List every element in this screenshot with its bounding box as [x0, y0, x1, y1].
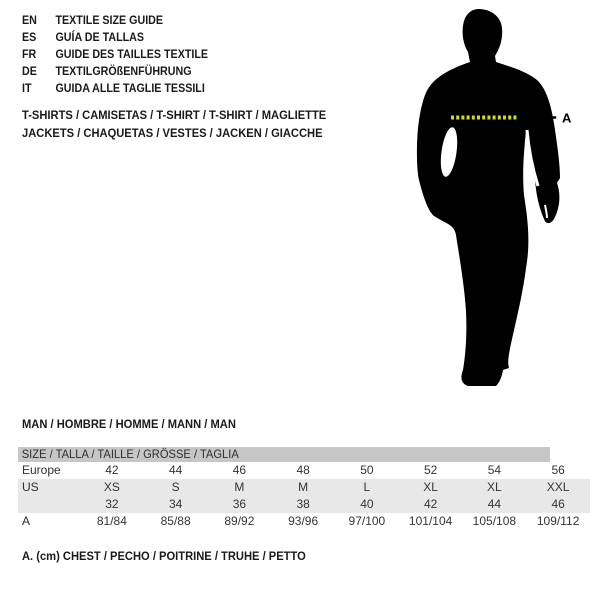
- size-value: 44: [168, 463, 183, 477]
- language-list: [22, 13, 208, 98]
- size-value: 89/92: [224, 514, 255, 528]
- row-label: A: [22, 514, 31, 528]
- size-value: 48: [296, 463, 310, 477]
- language-label: TEXTILGRÖßENFÜHRUNG: [55, 66, 192, 78]
- size-value: 44: [487, 497, 502, 511]
- size-value: 32: [105, 497, 119, 511]
- language-code: IT: [22, 83, 32, 95]
- table-row-us: [18, 479, 590, 496]
- size-value: 54: [487, 463, 502, 477]
- size-value: 85/88: [160, 514, 191, 528]
- size-value: 46: [551, 497, 565, 511]
- section-title-man: MAN / HOMBRE / HOMME / MANN / MAN: [22, 417, 236, 431]
- language-code: ES: [22, 32, 37, 44]
- size-value: 109/112: [536, 514, 580, 528]
- size-value: 46: [232, 463, 247, 477]
- size-table: [18, 447, 590, 530]
- table-row-europe: [18, 462, 590, 479]
- size-value: 40: [360, 497, 374, 511]
- language-label: GUIDA ALLE TAGLIE TESSILI: [55, 83, 205, 95]
- size-value: 105/108: [472, 514, 517, 528]
- man-silhouette: [417, 9, 560, 386]
- language-label: TEXTILE SIZE GUIDE: [55, 15, 164, 27]
- size-table-header: SIZE / TALLA / TAILLE / GRÖSSE / TAGLIA: [18, 447, 550, 462]
- measurement-footnote: A. (cm) CHEST / PECHO / POITRINE / TRUHE / PETTO: [22, 549, 306, 563]
- size-value: XS: [103, 480, 120, 494]
- category-line-tshirts: T-SHIRTS / CAMISETAS / T-SHIRT / T-SHIRT / MAGLIETTE: [22, 108, 327, 122]
- size-value: XL: [487, 480, 502, 494]
- row-label: Europe: [22, 463, 61, 477]
- size-value: XXL: [546, 480, 570, 494]
- measurement-label-a: A: [562, 110, 572, 126]
- language-row-it: [22, 81, 208, 98]
- language-row-en: [22, 13, 208, 30]
- size-value: 42: [105, 463, 119, 477]
- language-label: GUIDE DES TAILLES TEXTILE: [55, 49, 209, 61]
- size-value: M: [234, 480, 245, 494]
- size-value: 50: [360, 463, 374, 477]
- size-value: XL: [423, 480, 438, 494]
- language-row-fr: [22, 47, 208, 64]
- category-lines: [22, 107, 326, 142]
- size-value: 56: [551, 463, 565, 477]
- language-row-de: [22, 64, 208, 81]
- size-value: 36: [232, 497, 247, 511]
- language-code: DE: [22, 66, 37, 78]
- size-value: 42: [423, 497, 438, 511]
- size-value: M: [298, 480, 309, 494]
- size-value: 93/96: [288, 514, 319, 528]
- size-figure: [400, 0, 600, 400]
- language-code: FR: [22, 49, 37, 61]
- size-value: L: [363, 480, 371, 494]
- language-code: EN: [22, 15, 37, 27]
- category-line-jackets: JACKETS / CHAQUETAS / VESTES / JACKEN / GIACCHE: [22, 125, 323, 140]
- size-value: 38: [296, 497, 310, 511]
- size-value: 34: [168, 497, 183, 511]
- size-value: 97/100: [348, 514, 386, 528]
- size-value: 101/104: [408, 514, 453, 528]
- table-row-row2: [18, 496, 590, 513]
- size-value: 81/84: [96, 514, 127, 528]
- language-row-es: [22, 30, 208, 47]
- size-value: S: [171, 480, 180, 494]
- table-row-a: [18, 513, 590, 530]
- row-label: US: [22, 480, 39, 494]
- language-label: GUÍA DE TALLAS: [55, 32, 145, 44]
- size-value: 52: [423, 463, 438, 477]
- row-label: [18, 496, 80, 513]
